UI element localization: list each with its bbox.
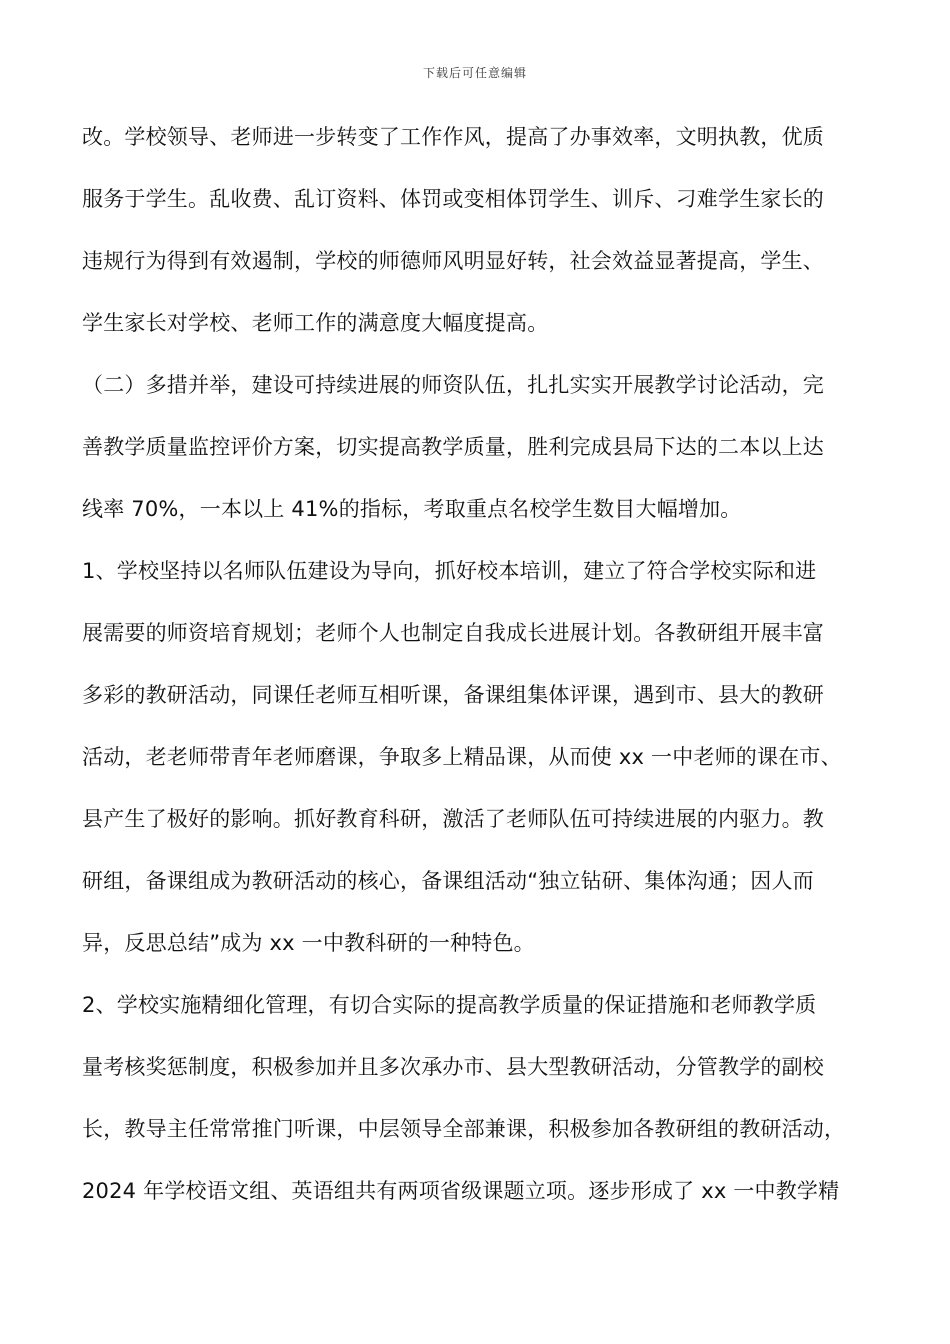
page-header-note: 下载后可任意编辑 xyxy=(422,66,527,80)
text-line: 量考核奖惩制度，积极参加并且多次承办市、县大型教研活动，分管教学的副校 xyxy=(82,1055,824,1079)
text-line: 1、学校坚持以名师队伍建设为导向，抓好校本培训，建立了符合学校实际和进 xyxy=(82,559,817,583)
text-line: 线率 70%，一本以上 41%的指标，考取重点名校学生数目大幅增加。 xyxy=(82,497,742,521)
text-line: 违规行为得到有效遏制，学校的师德师风明显好转，社会效益显著提高，学生、 xyxy=(82,249,824,273)
text-line: 服务于学生。乱收费、乱订资料、体罚或变相体罚学生、训斥、刁难学生家长的 xyxy=(82,187,824,211)
document-body xyxy=(82,115,882,1231)
text-line: 研组，备课组成为教研活动的核心，备课组活动“独立钻研、集体沟通；因人而 xyxy=(82,869,814,893)
text-line: 异，反思总结”成为 xx 一中教科研的一种特色。 xyxy=(82,931,535,955)
text-line: 活动，老老师带青年老师磨课，争取多上精品课，从而使 xx 一中老师的课在市、 xyxy=(82,745,842,769)
text-line: 改。学校领导、老师进一步转变了工作作风，提高了办事效率，文明执教，优质 xyxy=(82,125,824,149)
text-line: 2、学校实施精细化管理，有切合实际的提高教学质量的保证措施和老师教学质 xyxy=(82,993,817,1017)
text-line: 善教学质量监控评价方案，切实提高教学质量，胜利完成县局下达的二本以上达 xyxy=(82,435,824,459)
text-line: 县产生了极好的影响。抓好教育科研，激活了老师队伍可持续进展的内驱力。教 xyxy=(82,807,824,831)
text-line: 展需要的师资培育规划；老师个人也制定自我成长进展计划。各教研组开展丰富 xyxy=(82,621,824,645)
text-line: 长，教导主任常常推门听课，中层领导全部兼课，积极参加各教研组的教研活动， xyxy=(82,1117,846,1141)
text-line: （二）多措并举，建设可持续进展的师资队伍，扎扎实实开展教学讨论活动，完 xyxy=(82,373,824,397)
text-line: 学生家长对学校、老师工作的满意度大幅度提高。 xyxy=(82,311,549,335)
text-line: 多彩的教研活动，同课任老师互相听课，备课组集体评课，遇到市、县大的教研 xyxy=(82,683,824,707)
text-line: 2024 年学校语文组、英语组共有两项省级课题立项。逐步形成了 xx 一中教学精 xyxy=(82,1179,840,1203)
